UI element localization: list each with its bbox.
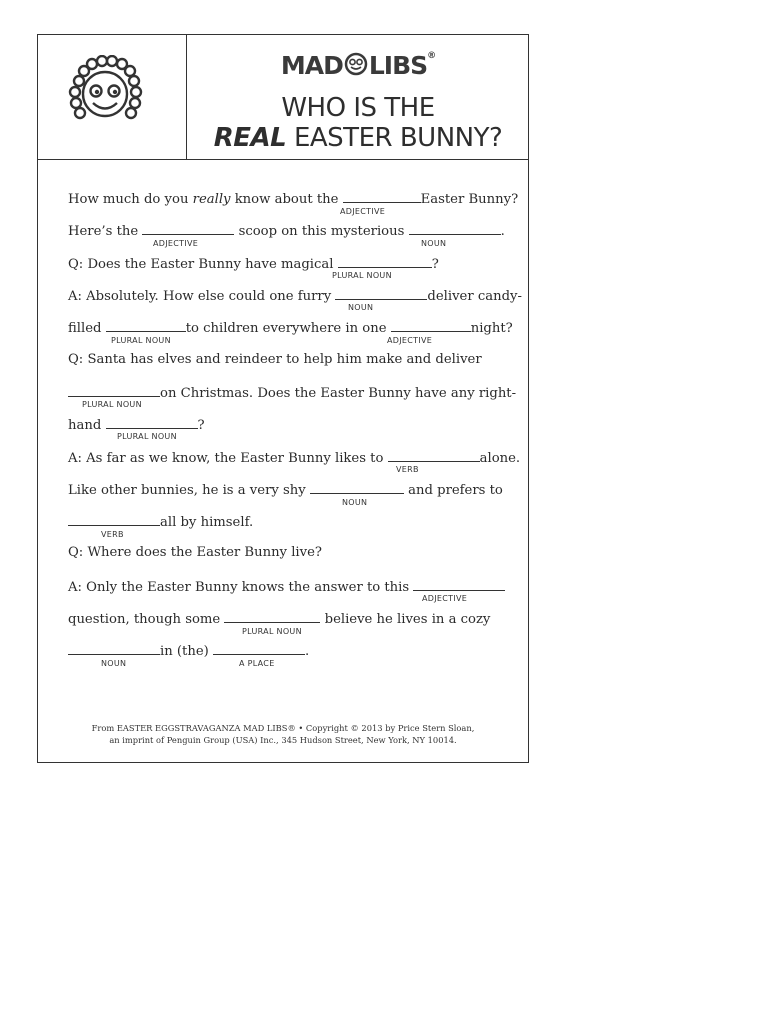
text: alone. — [479, 451, 521, 466]
blank-plural-noun[interactable] — [68, 384, 160, 397]
brand-logo — [186, 51, 530, 82]
blank-plural-noun[interactable] — [224, 610, 320, 623]
brand-right: LIBS — [368, 51, 428, 80]
text: know about the — [230, 192, 339, 207]
text: hand — [68, 418, 102, 433]
blank-adjective[interactable] — [391, 319, 471, 332]
text: . — [305, 644, 310, 659]
blank-label: ADJECTIVE — [387, 336, 433, 345]
blank-plural-noun[interactable] — [106, 416, 198, 429]
text: question, though some — [68, 612, 221, 627]
mad-libs-face-icon — [62, 55, 148, 131]
text: filled — [68, 321, 102, 336]
blank-label: PLURAL NOUN — [82, 400, 142, 409]
text-emphasis: really — [192, 192, 231, 207]
text: all by himself. — [160, 515, 254, 530]
text: ? — [431, 257, 439, 272]
title-rest: EASTER BUNNY? — [286, 123, 503, 153]
copyright-line1: From EASTER EGGSTRAVAGANZA MAD LIBS® • Copyright © 2013 by Price Stern Sloan, — [91, 723, 475, 733]
story-line: Q: Where does the Easter Bunny live? — [68, 545, 322, 560]
blank-adjective[interactable] — [343, 190, 421, 203]
brand-face-icon — [344, 52, 368, 82]
text: A: As far as we know, the Easter Bunny likes to — [68, 451, 384, 466]
blank-plural-noun[interactable] — [106, 319, 186, 332]
blank-label: A PLACE — [239, 659, 275, 668]
text: A: Only the Easter Bunny knows the answer to this — [68, 580, 410, 595]
blank-place[interactable] — [213, 642, 305, 655]
text: Like other bunnies, he is a very shy — [68, 483, 306, 498]
text: on Christmas. Does the Easter Bunny have any right- — [160, 386, 517, 401]
text: ? — [197, 418, 205, 433]
title-emphasis: REAL — [213, 123, 287, 153]
header — [38, 35, 528, 160]
story-line — [68, 449, 520, 467]
story-line: Q: Santa has elves and reindeer to help him make and deliver — [68, 352, 482, 367]
text: A: Absolutely. How else could one furry — [68, 289, 332, 304]
blank-label: PLURAL NOUN — [117, 432, 177, 441]
text: night? — [470, 321, 513, 336]
brand-left: MAD — [280, 51, 343, 80]
blank-label: PLURAL NOUN — [332, 271, 392, 280]
page-title-line1: WHO IS THE — [281, 93, 435, 123]
text: How much do you — [68, 192, 193, 207]
text: Here’s the — [68, 224, 139, 239]
story-line — [68, 642, 309, 660]
blank-label: ADJECTIVE — [340, 207, 386, 216]
blank-label: VERB — [101, 530, 124, 539]
blank-label: NOUN — [342, 498, 368, 507]
logo-box — [38, 35, 187, 159]
blank-plural-noun[interactable] — [338, 255, 432, 268]
blank-label: PLURAL NOUN — [242, 627, 302, 636]
blank-label: ADJECTIVE — [422, 594, 468, 603]
story-line — [68, 287, 522, 305]
page-title-line2 — [186, 123, 530, 153]
text: believe he lives in a cozy — [324, 612, 491, 627]
text: and prefers to — [408, 483, 503, 498]
story-line — [68, 190, 518, 208]
blank-noun[interactable] — [335, 287, 427, 300]
blank-noun[interactable] — [68, 642, 160, 655]
blank-verb[interactable] — [388, 449, 480, 462]
blank-label: VERB — [396, 465, 419, 474]
text: to children everywhere in one — [185, 321, 387, 336]
copyright-line2: an imprint of Penguin Group (USA) Inc., 345 Hudson Street, New York, NY 10014. — [109, 735, 457, 745]
blank-label: PLURAL NOUN — [111, 336, 171, 345]
blank-verb[interactable] — [68, 513, 160, 526]
blank-noun[interactable] — [310, 481, 404, 494]
text: Q: Does the Easter Bunny have magical — [68, 257, 334, 272]
blank-label: ADJECTIVE — [153, 239, 199, 248]
text: Easter Bunny? — [420, 192, 519, 207]
text: deliver candy- — [427, 289, 522, 304]
blank-label: NOUN — [348, 303, 374, 312]
brand-mark: ® — [427, 51, 436, 61]
story-line — [68, 222, 505, 240]
story-line — [68, 513, 253, 531]
blank-label: NOUN — [101, 659, 127, 668]
text: in (the) — [160, 644, 209, 659]
blank-adjective[interactable] — [413, 578, 505, 591]
story-line — [68, 481, 503, 499]
blank-adjective[interactable] — [142, 222, 234, 235]
blank-label: NOUN — [421, 239, 447, 248]
text: . — [500, 224, 505, 239]
story-line — [68, 610, 490, 628]
blank-noun[interactable] — [409, 222, 501, 235]
text: scoop on this mysterious — [238, 224, 405, 239]
mad-libs-page — [37, 34, 529, 763]
story-line — [68, 319, 513, 337]
